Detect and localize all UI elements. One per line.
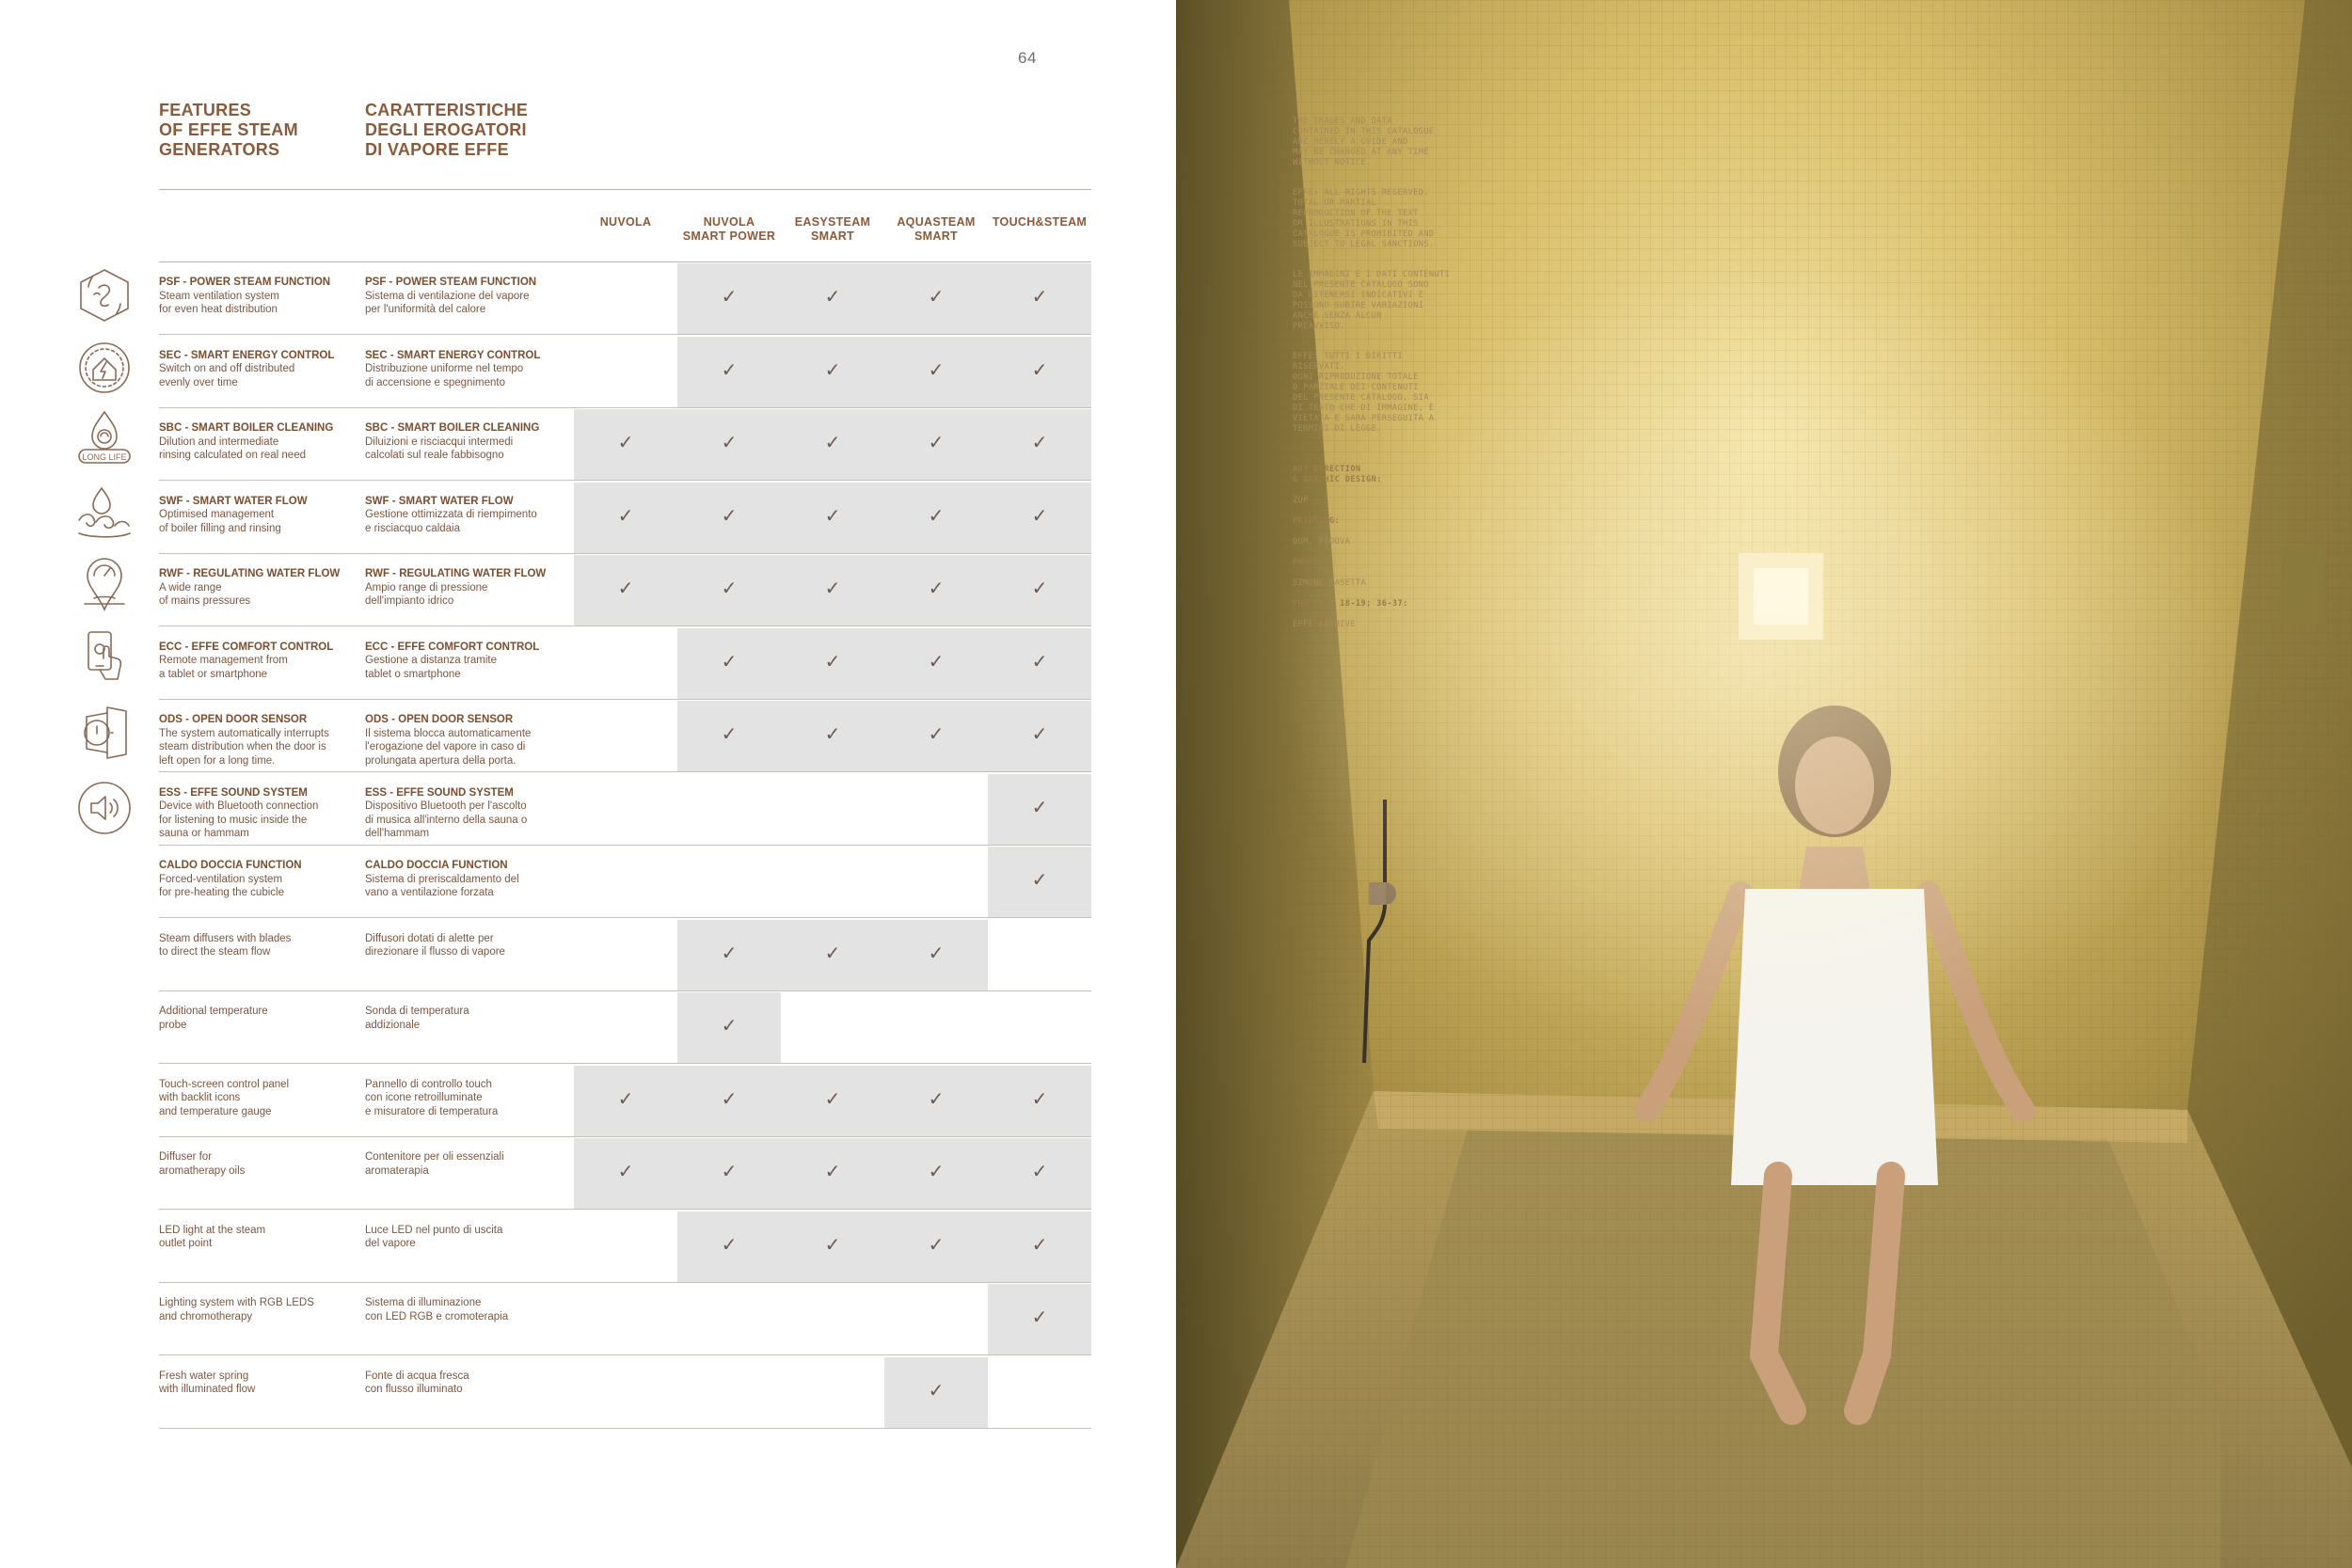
check-mark: ✓ <box>1031 1088 1048 1110</box>
art-direction-value: ZUP <box>1293 496 1309 505</box>
feature-text-english <box>159 421 361 463</box>
feature-description-english: Forced-ventilation system for pre-heating the cubicle <box>159 873 284 898</box>
tablet-touch-icon <box>75 628 134 687</box>
column-header-aquasteam-smart: AQUASTEAM SMART <box>897 215 976 243</box>
feature-description-italian: Sonda di temperatura addizionale <box>365 1006 469 1031</box>
feature-title-italian: SEC - SMART ENERGY CONTROL <box>365 349 541 361</box>
feature-description-english: Touch-screen control panel with backlit icons and temperature gauge <box>159 1078 290 1117</box>
right-page <box>1176 0 2352 1568</box>
feature-description-english: Optimised management of boiler filling and rinsing <box>159 509 281 534</box>
check-mark: ✓ <box>1031 870 1048 891</box>
feature-title-italian: RWF - REGULATING WATER FLOW <box>365 568 547 579</box>
check-mark: ✓ <box>721 724 738 745</box>
feature-text-italian <box>365 932 567 959</box>
feature-text-english <box>159 276 361 317</box>
feature-text-english <box>159 567 361 609</box>
page-number: 64 <box>1018 49 1037 67</box>
check-mark: ✓ <box>721 359 738 381</box>
column-header-touch-and-steam: TOUCH&STEAM <box>992 215 1088 229</box>
feature-text-italian <box>365 276 567 317</box>
check-mark: ✓ <box>824 651 841 673</box>
feature-description-english: Dilution and intermediate rinsing calculated on real need <box>159 436 306 461</box>
check-mark: ✓ <box>721 942 738 964</box>
feature-text-italian <box>365 786 567 841</box>
check-mark: ✓ <box>617 1162 634 1182</box>
feature-title-english: ESS - EFFE SOUND SYSTEM <box>159 786 308 799</box>
check-mark: ✓ <box>928 1380 945 1402</box>
feature-description-italian: Fonte di acqua fresca con flusso illuminato <box>365 1370 469 1395</box>
feature-text-english <box>159 349 361 390</box>
pressure-gauge-icon <box>75 555 134 613</box>
check-mark: ✓ <box>1031 1162 1048 1182</box>
feature-description-italian: Pannello di controllo touch con icone retroilluminate e misuratore di temperatura <box>365 1078 499 1117</box>
feature-title-italian: PSF - POWER STEAM FUNCTION <box>365 277 537 288</box>
feature-description-italian: Sistema di illuminazione con LED RGB e cromoterapia <box>365 1297 509 1323</box>
check-mark: ✓ <box>824 578 841 599</box>
water-flow-icon <box>75 484 134 543</box>
check-mark: ✓ <box>721 1088 738 1110</box>
feature-text-italian <box>365 1224 567 1251</box>
check-mark: ✓ <box>928 433 945 453</box>
feature-description-italian: Diffusori dotati di alette per direzionare il flusso di vapore <box>365 932 505 958</box>
check-mark: ✓ <box>928 942 945 964</box>
feature-text-italian <box>365 1078 567 1119</box>
speaker-icon <box>75 779 134 837</box>
check-mark: ✓ <box>1031 359 1048 381</box>
check-mark: ✓ <box>824 359 841 381</box>
rights-it: EFFE: TUTTI I DIRITTI RISERVATI. OGNI RIPRODUZIONE TOTALE O PARZIALE DEI CONTENUTI DEL PRESENTE CATALOGO, SIA DI TESTO CHE DI IMMAGINE, È VIETATA E SARÀ PERSEGUITA A TERMINI DI LEGGE. <box>1293 352 1435 434</box>
feature-text-english <box>159 495 361 536</box>
feature-title-english: ECC - EFFE COMFORT CONTROL <box>159 641 334 653</box>
photo-label: PHOTO: <box>1293 558 1325 567</box>
credits-block <box>1293 106 1453 641</box>
feature-description-italian: Contenitore per oli essenziali aromaterapia <box>365 1151 504 1177</box>
check-mark: ✓ <box>928 724 945 745</box>
check-mark: ✓ <box>721 1234 738 1256</box>
feature-text-italian <box>365 1005 567 1032</box>
table-row <box>159 482 1091 554</box>
table-row <box>159 336 1091 408</box>
feature-text-english <box>159 1150 361 1178</box>
open-door-icon <box>75 704 134 762</box>
printing-value: OGM, PADOVA <box>1293 537 1351 546</box>
feature-description-italian: Il sistema blocca automaticamente l'erogazione del vapore in caso di prolungata apertura della porta. <box>365 727 532 767</box>
check-mark: ✓ <box>928 578 945 599</box>
feature-description-italian: Dispositivo Bluetooth per l'ascolto di musica all'interno della sauna o dell'hammam <box>365 800 528 839</box>
long-life-label: LONG LIFE <box>82 452 127 462</box>
table-row <box>159 919 1091 991</box>
check-mark: ✓ <box>1031 797 1048 818</box>
feature-title-italian: SWF - SMART WATER FLOW <box>365 495 514 507</box>
feature-title-english: ODS - OPEN DOOR SENSOR <box>159 714 308 725</box>
check-mark: ✓ <box>824 942 841 964</box>
check-mark: ✓ <box>1031 1307 1048 1328</box>
feature-text-italian <box>365 1370 567 1397</box>
feature-description-english: Steam ventilation system for even heat distribution <box>159 290 279 315</box>
column-header-nuvola-smart-power: NUVOLA SMART POWER <box>682 215 776 243</box>
feature-description-english: Additional temperature probe <box>159 1006 268 1031</box>
feature-description-english: Lighting system with RGB LEDS and chromotherapy <box>159 1297 314 1323</box>
feature-description-english: Diffuser for aromatherapy oils <box>159 1151 246 1177</box>
feature-text-english <box>159 713 361 768</box>
check-mark: ✓ <box>824 1162 841 1182</box>
check-mark: ✓ <box>721 578 738 599</box>
feature-title-english: SWF - SMART WATER FLOW <box>159 495 308 507</box>
feature-text-english <box>159 641 361 682</box>
check-mark: ✓ <box>721 1016 738 1037</box>
feature-description-english: Fresh water spring with illuminated flow <box>159 1370 256 1395</box>
feature-description-italian: Gestione a distanza tramite tablet o smartphone <box>365 655 497 680</box>
check-mark: ✓ <box>721 1162 738 1182</box>
feature-text-italian <box>365 859 567 900</box>
feature-text-english <box>159 932 361 959</box>
feature-description-english: Switch on and off distributed evenly over time <box>159 363 295 388</box>
disclaimer-it: LE IMMAGINI E I DATI CONTENUTI NEL PRESENTE CATALOGO SONO DA RITENERSI INDICATIVI E POSSONO SUBIRE VARIAZIONI ANCHE SENZA ALCUN PREAVVISO. <box>1293 270 1451 331</box>
photo-value: SIMONE CASETTA <box>1293 578 1367 588</box>
row-divider <box>159 1428 1091 1429</box>
table-row <box>159 262 1091 335</box>
feature-text-italian <box>365 1296 567 1323</box>
check-mark: ✓ <box>1031 505 1048 527</box>
check-mark: ✓ <box>721 651 738 673</box>
table-row <box>159 627 1091 700</box>
check-mark: ✓ <box>617 505 634 527</box>
power-steam-icon <box>75 266 134 325</box>
feature-title-italian: CALDO DOCCIA FUNCTION <box>365 860 508 871</box>
table-row <box>159 773 1091 846</box>
feature-text-english <box>159 1078 361 1119</box>
feature-text-english <box>159 1224 361 1251</box>
feature-text-italian <box>365 349 567 390</box>
feature-description-italian: Ampio range di pressione dell'impianto idrico <box>365 581 488 607</box>
check-mark: ✓ <box>928 359 945 381</box>
check-mark: ✓ <box>824 505 841 527</box>
check-mark: ✓ <box>721 505 738 527</box>
feature-description-english: A wide range of mains pressures <box>159 581 251 607</box>
check-mark: ✓ <box>617 433 634 453</box>
feature-description-italian: Distribuzione uniforme nel tempo di accensione e spegnimento <box>365 363 524 388</box>
check-mark: ✓ <box>721 287 738 308</box>
check-mark: ✓ <box>928 651 945 673</box>
feature-text-italian <box>365 1150 567 1178</box>
feature-text-english <box>159 859 361 900</box>
table-row <box>159 1211 1091 1283</box>
feature-text-english <box>159 1296 361 1323</box>
smart-energy-icon <box>75 339 134 397</box>
printing-label: PRINTING: <box>1293 516 1341 526</box>
boiler-cleaning-icon <box>75 408 134 467</box>
feature-title-italian: ECC - EFFE COMFORT CONTROL <box>365 641 540 653</box>
disclaimer-en: THE IMAGES AND DATA CONTAINED IN THIS CATALOGUE ARE MERELY A GUIDE AND MAY BE CHANGED AT ANY TIME WITHOUT NOTICE. <box>1293 117 1435 167</box>
header-rule <box>159 189 1091 190</box>
feature-title-italian: ESS - EFFE SOUND SYSTEM <box>365 786 514 799</box>
feature-text-italian <box>365 495 567 536</box>
feature-text-italian <box>365 713 567 768</box>
feature-title-italian: SBC - SMART BOILER CLEANING <box>365 422 540 434</box>
feature-title-english: SBC - SMART BOILER CLEANING <box>159 422 334 434</box>
feature-description-italian: Gestione ottimizzata di riempimento e risciacquo caldaia <box>365 509 537 534</box>
column-header-easysteam-smart: EASYSTEAM SMART <box>794 215 871 243</box>
feature-description-italian: Diluizioni e risciacqui intermedi calcolati sul reale fabbisogno <box>365 436 514 461</box>
check-mark: ✓ <box>928 287 945 308</box>
check-mark: ✓ <box>824 287 841 308</box>
feature-text-english <box>159 786 361 841</box>
feature-description-english: Remote management from a tablet or smartphone <box>159 655 288 680</box>
check-mark: ✓ <box>617 578 634 599</box>
feature-text-italian <box>365 567 567 609</box>
heading-italian: CARATTERISTICHE DEGLI EROGATORI DI VAPORE EFFE <box>365 101 529 159</box>
feature-title-english: PSF - POWER STEAM FUNCTION <box>159 277 331 288</box>
check-mark: ✓ <box>1031 1234 1048 1256</box>
feature-text-italian <box>365 641 567 682</box>
table-row <box>159 1283 1091 1355</box>
feature-description-english: LED light at the steam outlet point <box>159 1224 266 1249</box>
feature-title-english: SEC - SMART ENERGY CONTROL <box>159 349 335 361</box>
check-mark: ✓ <box>928 1088 945 1110</box>
check-mark: ✓ <box>1031 287 1048 308</box>
table-row <box>159 1137 1091 1210</box>
check-mark: ✓ <box>824 724 841 745</box>
check-mark: ✓ <box>721 433 738 453</box>
check-mark: ✓ <box>824 1088 841 1110</box>
table-row <box>159 1065 1091 1137</box>
feature-title-italian: ODS - OPEN DOOR SENSOR <box>365 714 514 725</box>
table-row <box>159 408 1091 481</box>
feature-title-english: CALDO DOCCIA FUNCTION <box>159 860 302 871</box>
feature-text-english <box>159 1005 361 1032</box>
table-row <box>159 846 1091 918</box>
feature-text-italian <box>365 421 567 463</box>
check-mark: ✓ <box>928 1234 945 1256</box>
feature-description-italian: Sistema di ventilazione del vapore per l'uniformità del calore <box>365 290 530 315</box>
feature-title-english: RWF - REGULATING WATER FLOW <box>159 568 341 579</box>
feature-description-english: The system automatically interrupts steam distribution when the door is left open for a long time. <box>159 727 329 767</box>
column-header-nuvola: NUVOLA <box>599 215 652 229</box>
heading-english: FEATURES OF EFFE STEAM GENERATORS <box>159 101 298 159</box>
check-mark: ✓ <box>1031 651 1048 673</box>
check-mark: ✓ <box>824 433 841 453</box>
check-mark: ✓ <box>824 1234 841 1256</box>
table-row <box>159 700 1091 772</box>
check-mark: ✓ <box>928 505 945 527</box>
check-mark: ✓ <box>1031 578 1048 599</box>
rights-en: EFFE: ALL RIGHTS RESERVED. TOTAL OR PARTIAL REPRODUCTION OF THE TEXT OR ILLUSTRATIONS IN THIS CATALOGUE IS PROHIBITED AND SUBJECT TO LEGAL SANCTIONS. <box>1293 188 1435 249</box>
feature-description-italian: Sistema di preriscaldamento del vano a ventilazione forzata <box>365 873 519 898</box>
feature-description-italian: Luce LED nel punto di uscita del vapore <box>365 1224 503 1249</box>
check-mark: ✓ <box>617 1088 634 1110</box>
art-direction-label: ART DIRECTION & GRAPHIC DESIGN: <box>1293 465 1382 484</box>
feature-text-english <box>159 1370 361 1397</box>
feature-description-english: Device with Bluetooth connection for listening to music inside the sauna or hammam <box>159 800 319 839</box>
photo-pages-value: EFFE ARCHIVE <box>1293 620 1356 629</box>
photo-pages-label: PHOTO P. 18-19; 36-37: <box>1293 599 1408 609</box>
table-row <box>159 554 1091 626</box>
check-mark: ✓ <box>1031 724 1048 745</box>
table-row <box>159 991 1091 1064</box>
feature-description-english: Steam diffusers with blades to direct the steam flow <box>159 932 292 958</box>
table-row <box>159 1356 1091 1429</box>
check-mark: ✓ <box>928 1162 945 1182</box>
check-mark: ✓ <box>1031 433 1048 453</box>
